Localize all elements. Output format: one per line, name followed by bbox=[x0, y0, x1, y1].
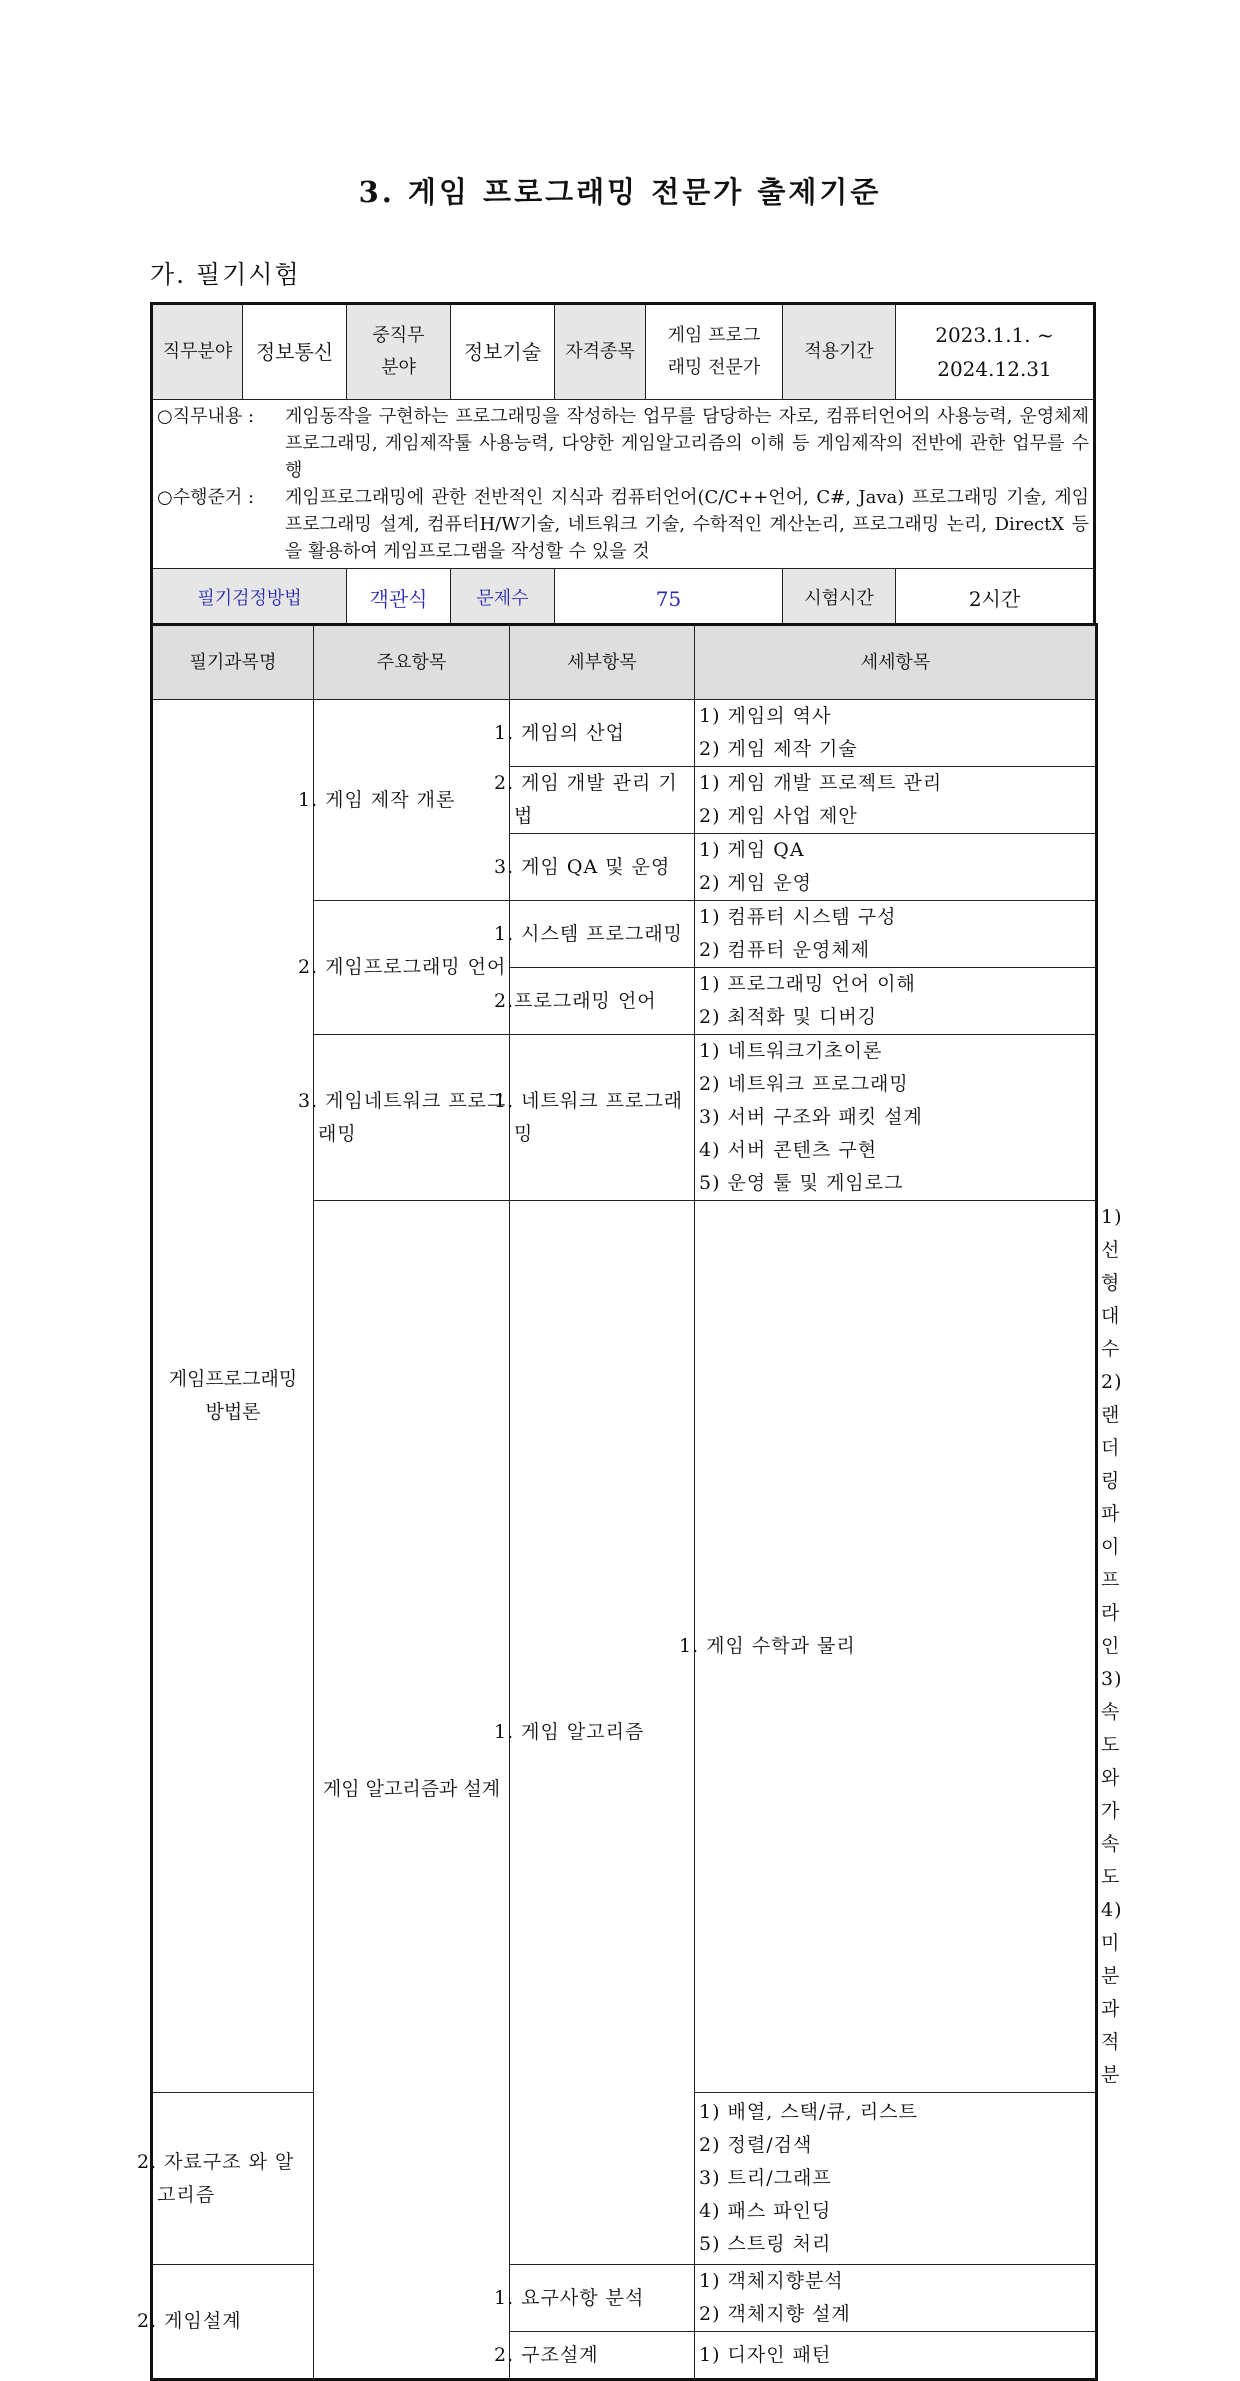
method-label: 필기검정방법 bbox=[152, 569, 347, 631]
detail-item: 1) 배열, 스택/큐, 리스트 bbox=[699, 2101, 918, 2123]
detail-item: 2) 최적화 및 디버깅 bbox=[699, 1006, 878, 1028]
performance-text: 게임프로그래밍에 관한 전반적인 지식과 컴퓨터언어(C/C++언어, C#, Java) 프로그래밍 기술, 게임프로그래밍 설계, 컴퓨터H/W기술, 네트워크 기술, 수학적인 계산논리, 프로그래밍 논리, DirectX 등을 활용하여 게임프로그램을 작성할 수 있을 것 bbox=[285, 487, 1089, 562]
duty-row bbox=[157, 403, 1089, 484]
header-subject: 필기과목명 bbox=[152, 625, 314, 700]
main-item-cell: 2. 게임프로그래밍 언어 bbox=[314, 901, 510, 1035]
detail-cell bbox=[695, 834, 1097, 901]
detail-item: 1) 게임 QA bbox=[699, 839, 805, 861]
detail-item: 2) 객체지향 설계 bbox=[699, 2303, 851, 2325]
detail-item: 3) 서버 구조와 패킷 설계 bbox=[699, 1106, 923, 1128]
exam-standards-table: 필기과목명 주요항목 세부항목 세세항목 게임프로그래밍 방법론 1. 게임 제작 개론 1. 게임의 산업 1) 게임의 역사 2) 게임 제작 기술 2. 게임 개발 관리 기법 1) 게임 개발 프로젝트 관리 2) 게임 사업 제안 3. 게임 QA 및 운영 1) 게임 QA 2) 게임 운영 2. 게임프로그래밍 언어 1. 시스템 프로그래밍 1) 컴퓨터 시스템 구성 2) 컴퓨터 운영체제 2.프로그래밍 언어 1) 프로그래밍 언어 이해 2) 최적화 및 디버깅 3. 게임네트워크 프로그래밍 1. 네트워크 프로그래밍 1) 네트워크기초이론 2) 네트워크 프로그래밍 3) 서버 구조와 패킷 설계 4) 서버 콘텐츠 구현 5) 운영 툴 및 게임로그 게임 알고리즘과 설계 1. 게임 알고리즘 1. 게임 수학과 물리 1) 선형대수 2) 랜더링 파이프라인 3) 속도와 가속도 4) 미분과 적분 2. 자료구조 와 알고리즘 1) 배열, 스택/큐, 리스트 2) 정렬/검색 3) 트리/그래프 4) 패스 파인딩 5) 스트링 처리 2. 게임설계 1. 요구사항 분석 1) 객체지향분석 2) 객체지향 설계 2. 구조설계 1) 디자인 패턴 bbox=[150, 623, 1098, 2381]
detail-item: 1) 네트워크기초이론 bbox=[699, 1040, 883, 1062]
performance-label: ○수행준거 : bbox=[157, 487, 255, 508]
job-field-value: 정보통신 bbox=[243, 304, 347, 400]
detail-item: 2) 정렬/검색 bbox=[699, 2134, 813, 2156]
detail-item: 1) 컴퓨터 시스템 구성 bbox=[699, 906, 897, 928]
performance-row bbox=[157, 484, 1089, 565]
detail-cell bbox=[695, 968, 1097, 1035]
detail-item: 5) 운영 툴 및 게임로그 bbox=[699, 1172, 904, 1194]
sub-item-cell: 3. 게임 QA 및 운영 bbox=[510, 834, 695, 901]
sub-item-cell: 1. 시스템 프로그래밍 bbox=[510, 901, 695, 968]
time-value: 2시간 bbox=[896, 569, 1095, 631]
sub-item-cell: 1. 네트워크 프로그래밍 bbox=[510, 1035, 695, 1201]
sub-item-cell: 2. 자료구조 와 알고리즘 bbox=[152, 2093, 314, 2265]
header-detail-item: 세세항목 bbox=[695, 625, 1097, 700]
sub-item-cell: 2. 게임 개발 관리 기법 bbox=[510, 767, 695, 834]
subject-cell: 게임 알고리즘과 설계 bbox=[314, 1201, 510, 2380]
qualification-value: 게임 프로그래밍 전문가 bbox=[646, 304, 783, 400]
detail-item: 2) 네트워크 프로그래밍 bbox=[699, 1073, 909, 1095]
description-block bbox=[152, 400, 1095, 569]
duty-text: 게임동작을 구현하는 프로그래밍을 작성하는 업무를 담당하는 자로, 컴퓨터언어의 사용능력, 운영체제프로그래밍, 게임제작툴 사용능력, 다양한 게임알고리즘의 이해 등 게임제작의 전반에 관한 업무를 수행 bbox=[285, 406, 1089, 481]
job-field-label: 직무분야 bbox=[152, 304, 243, 400]
header-main-item: 주요항목 bbox=[314, 625, 510, 700]
detail-item: 1) 프로그래밍 언어 이해 bbox=[699, 973, 916, 995]
qualification-label: 자격종목 bbox=[555, 304, 646, 400]
detail-item: 1) 객체지향분석 bbox=[699, 2270, 844, 2292]
detail-item: 5) 스트링 처리 bbox=[699, 2233, 832, 2255]
main-item-cell: 3. 게임네트워크 프로그래밍 bbox=[314, 1035, 510, 1201]
sub-item-cell: 1. 게임 수학과 물리 bbox=[695, 1201, 1097, 2093]
detail-item: 1) 디자인 패턴 bbox=[699, 2343, 832, 2366]
detail-item: 2) 게임 사업 제안 bbox=[699, 805, 858, 827]
detail-item: 4) 서버 콘텐츠 구현 bbox=[699, 1139, 878, 1161]
detail-item: 2) 게임 제작 기술 bbox=[699, 738, 858, 760]
detail-item: 3) 트리/그래프 bbox=[699, 2167, 832, 2189]
subject-cell: 게임프로그래밍 방법론 bbox=[152, 700, 314, 2093]
detail-cell bbox=[695, 700, 1097, 767]
sub-field-value: 정보기술 bbox=[451, 304, 555, 400]
detail-item: 1) 게임 개발 프로젝트 관리 bbox=[699, 772, 943, 794]
main-item-cell: 1. 게임 알고리즘 bbox=[510, 1201, 695, 2265]
detail-cell bbox=[695, 767, 1097, 834]
count-label: 문제수 bbox=[451, 569, 555, 631]
duty-label: ○직무내용 : bbox=[157, 406, 255, 427]
period-label: 적용기간 bbox=[783, 304, 896, 400]
detail-item: 1) 게임의 역사 bbox=[699, 705, 832, 727]
detail-item: 2) 컴퓨터 운영체제 bbox=[699, 939, 871, 961]
main-item-cell: 2. 게임설계 bbox=[152, 2265, 314, 2380]
time-label: 시험시간 bbox=[783, 569, 896, 631]
sub-item-cell: 2. 구조설계 bbox=[510, 2332, 695, 2380]
header-sub-item: 세부항목 bbox=[510, 625, 695, 700]
sub-item-cell: 1. 게임의 산업 bbox=[510, 700, 695, 767]
detail-cell bbox=[695, 901, 1097, 968]
detail-cell bbox=[695, 2093, 1097, 2265]
method-value: 객관식 bbox=[347, 569, 451, 631]
detail-cell bbox=[695, 1035, 1097, 1201]
sub-item-cell: 1. 요구사항 분석 bbox=[510, 2265, 695, 2332]
sub-field-label: 중직무 분야 bbox=[347, 304, 451, 400]
detail-item: 2) 게임 운영 bbox=[699, 872, 812, 894]
count-value: 75 bbox=[555, 569, 783, 631]
detail-cell bbox=[695, 2332, 1097, 2380]
period-value: 2023.1.1. ~ 2024.12.31 bbox=[896, 304, 1095, 400]
detail-item: 4) 패스 파인딩 bbox=[699, 2200, 832, 2222]
sub-item-cell: 2.프로그래밍 언어 bbox=[510, 968, 695, 1035]
section-title: 가. 필기시험 bbox=[150, 260, 301, 289]
detail-cell bbox=[695, 2265, 1097, 2332]
page-title: 3. 게임 프로그래밍 전문가 출제기준 bbox=[358, 175, 882, 209]
main-item-cell: 1. 게임 제작 개론 bbox=[314, 700, 510, 901]
info-table bbox=[150, 302, 1096, 632]
